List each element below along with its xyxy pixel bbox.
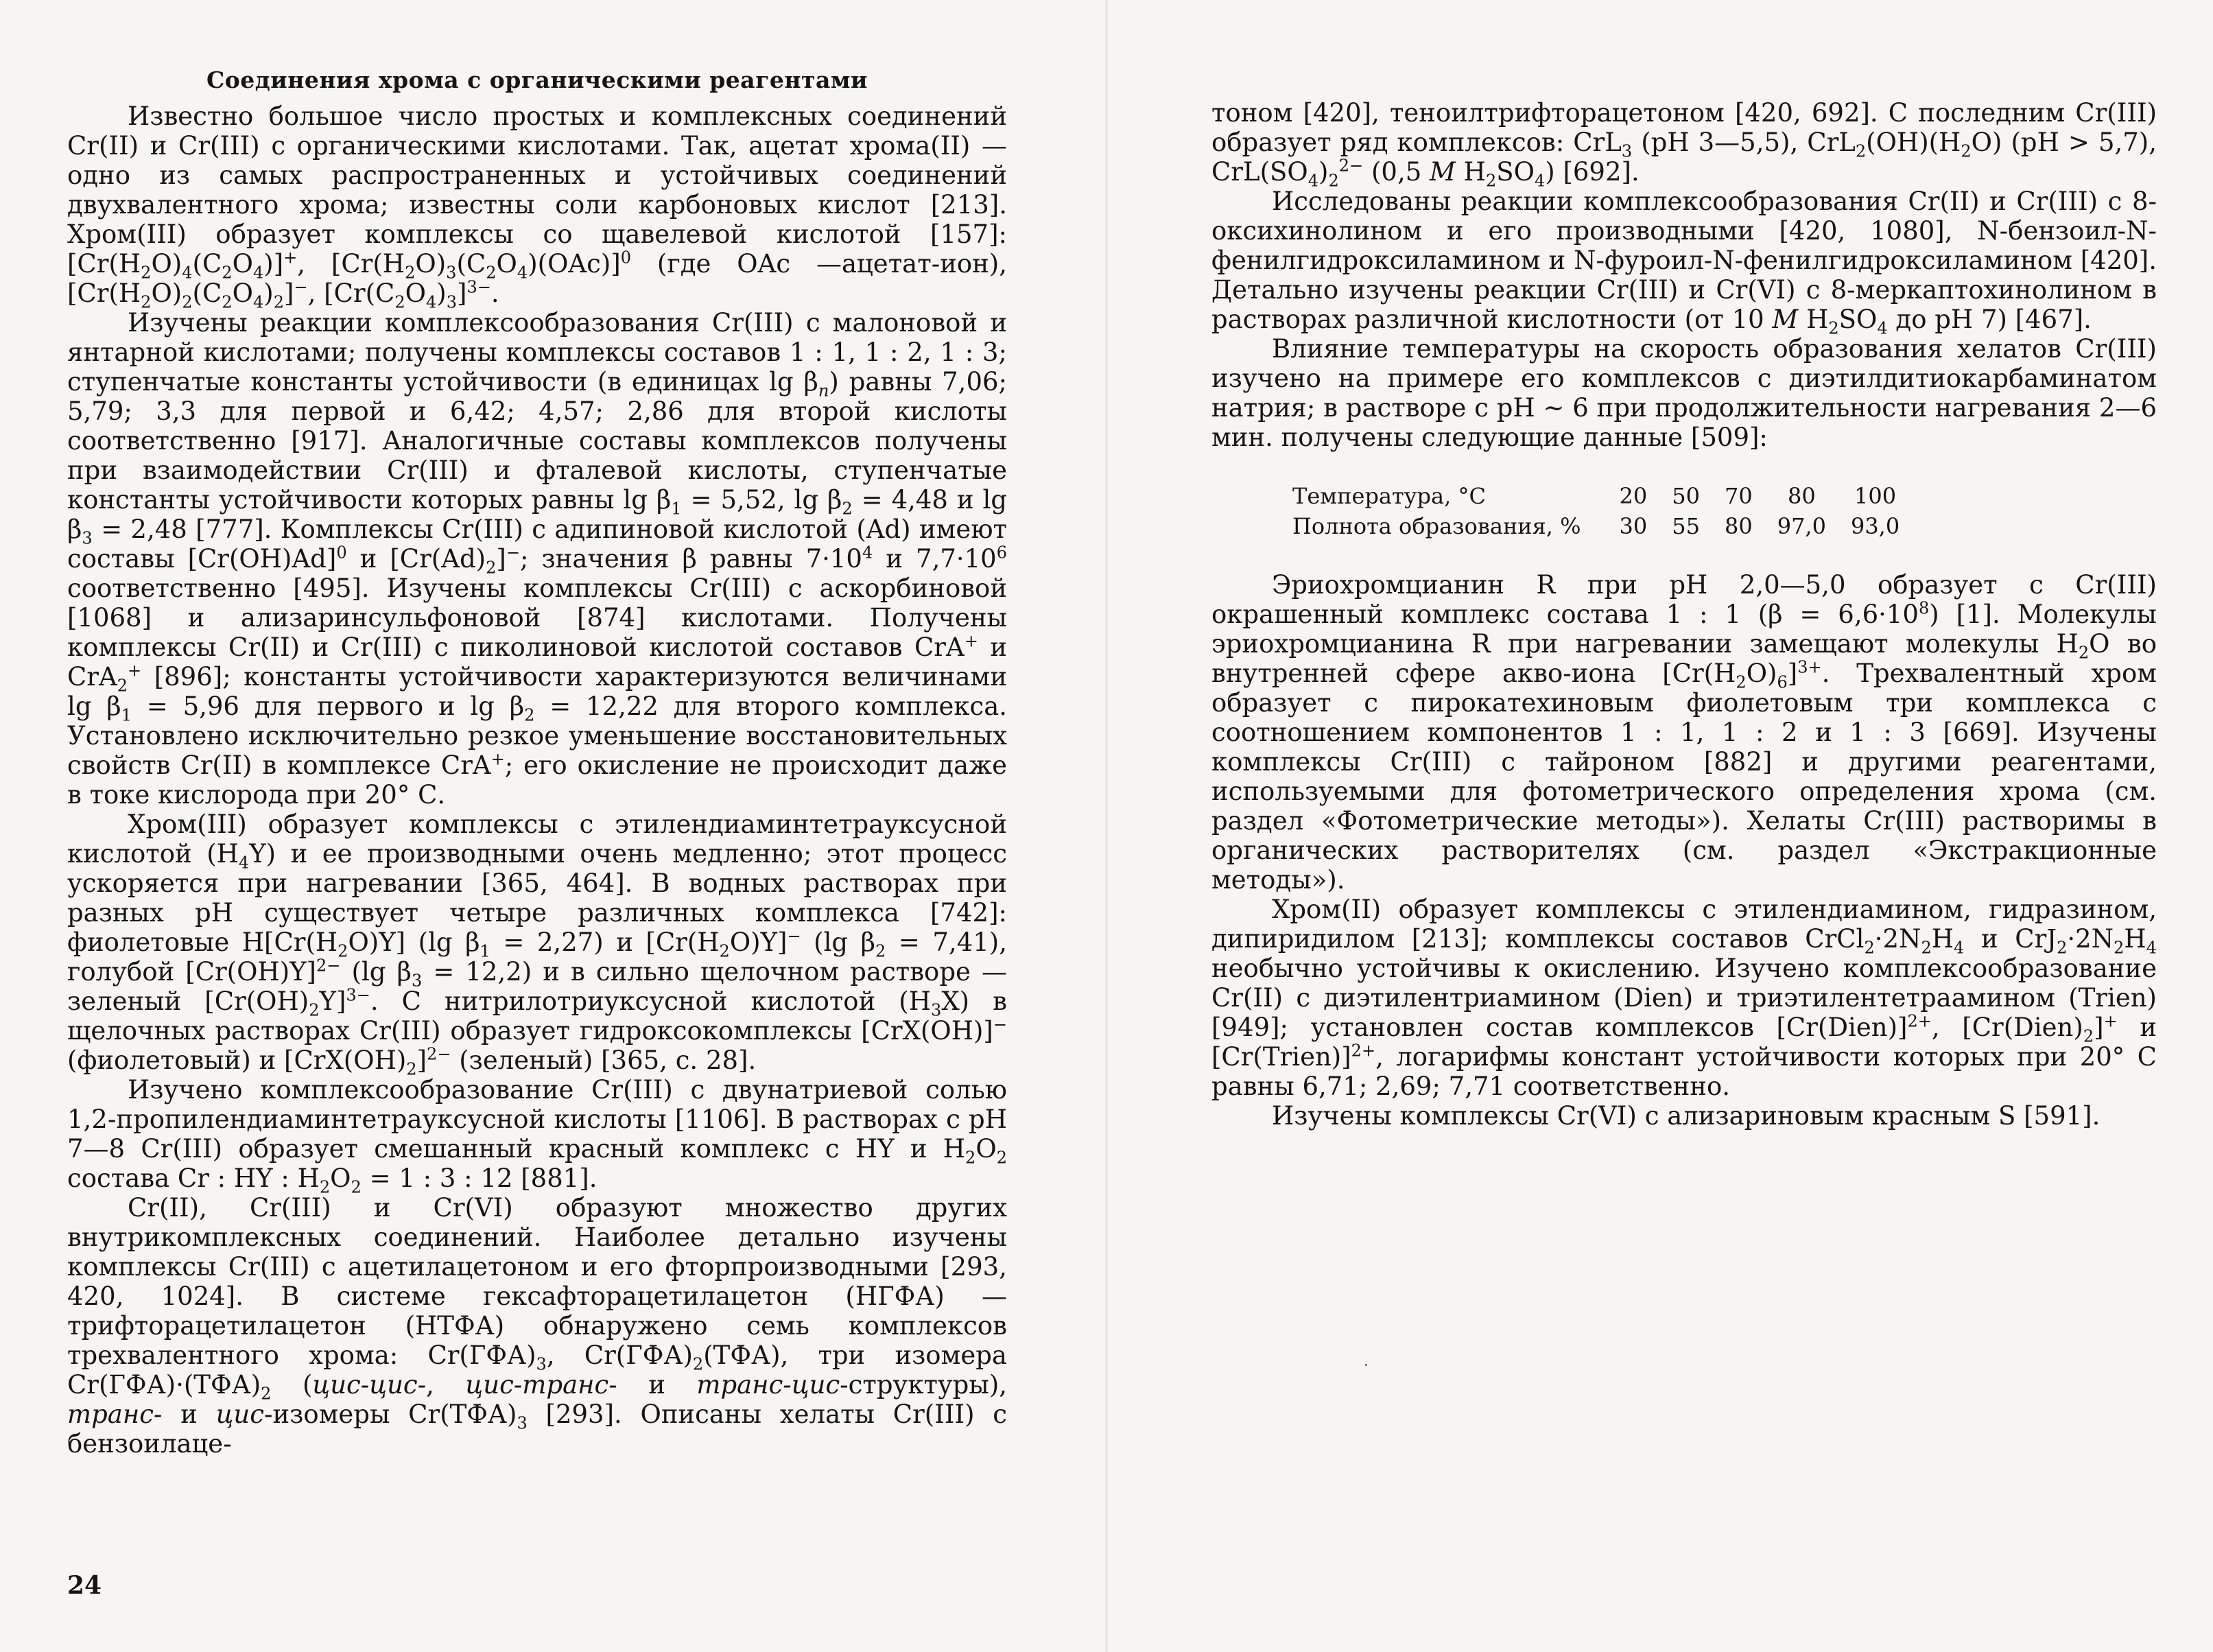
paragraph: Хром(III) образует комплексы с этилендиаминтетрауксусной кислотой $(H_4Y)$ и ее производными очень медленно; этот процесс ускоряется при нагревании [365, 464]. В водных растворах при разных pH существует четыре различных комплекса [742]: фиолетовые $H[Cr(H_2O)Y]$ (lg $\beta_1 = 2,27$) и $[Cr(H_2O)Y]^-$ (lg $\beta_2 = 7,41$), голубой $[Cr(OH)Y]^{2-}$ (lg $\beta_3 = 12,2$) и в сильно щелочном растворе — зеленый $[Cr(OH)_2Y]^{3-}$. С нитрилотриуксусной кислотой $(H_3X)$ в щелочных растворах Cr(III) образует гидроксокомплексы [CrX(OH)]− (фиолетовый) и $[CrX(OH)_2]^{2-}$ (зеленый) [365, с. 28]. <box>67 810 1007 1079</box>
table-cell: 50 <box>1672 483 1700 509</box>
left-page <box>0 0 1106 1652</box>
table-cell: 97,0 <box>1777 513 1826 539</box>
left-text-column <box>67 65 1007 1459</box>
paragraph: Хром(II) образует комплексы с этилендиамином, гидразином, дипиридилом [213]; комплексы составов $CrCl_2\cdot 2N_2H_4$ и $CrJ_2\cdot 2N_2H_4$ необычно устойчивы к окислению. Изучено комплексообразование Cr(II) с диэтилентриамином (Dien) и триэтилентетраамином (Trien) [949]; установлен состав комплексов [Cr(Dien)]$^{2+}$, $[Cr(Dien)_2]^+$ и [Cr(Trien)]$^{2+}$, логарифмы констант устойчивости которых при 20° С равны 6,71; 2,69; 7,71 соответственно. <box>1211 895 2157 1101</box>
table-cell: 70 <box>1724 483 1753 509</box>
table-cell: 80 <box>1724 513 1753 539</box>
paragraph: Изучено комплексообразование Cr(III) с двунатриевой солью 1,2-пропилендиаминтетрауксусной кислоты [1106]. В растворах с pH 7—8 Cr(III) образует смешанный красный комплекс с HY и $H_2O_2$ состава Cr : HY : $H_2O_2 = 1$ : 3 : 12 [881]. <box>67 1075 1007 1197</box>
table-label: Полнота образования, % <box>1292 513 1581 539</box>
print-speck <box>1365 1364 1367 1366</box>
table-row <box>1292 511 1912 541</box>
table-cell: 80 <box>1787 483 1816 509</box>
right-text-column <box>1211 98 2157 1131</box>
temperature-table <box>1292 481 1912 541</box>
section-heading: Соединения хрома с органическими реагентами <box>206 67 868 93</box>
right-page <box>1106 0 2213 1652</box>
table-cell: 100 <box>1854 483 1897 509</box>
table-cell: 20 <box>1619 483 1648 509</box>
table-label: Температура, °С <box>1292 483 1486 509</box>
page-number: 24 <box>67 1571 102 1600</box>
paragraph: Известно большое число простых и комплексных соединений Cr(II) и Cr(III) с органическими кислотами. Так, ацетат хрома(II) — одно из самых распространенных и устойчивых соединений двухвалентного хрома; известны соли карбоновых кислот [213]. Хром(III) образует комплексы со щавелевой кислотой [157]: $[Cr(H_2O)_4(C_2O_4)]^+$, $[Cr(H_2O)_3(C_2O_4)(OAc)]^0$ (где OAc —ацетат-ион), $[Cr(H_2O)_2(C_2O_4)_2]^-$, $[Cr(C_2O_4)_3]^{3-}$. <box>67 102 1007 312</box>
paragraph: тоном [420], теноилтрифторацетоном [420, 692]. С последним Cr(III) образует ряд комплексов: CrL$_3$ (pH 3—5,5), $CrL_2(OH)(H_2O) (pH > 5,7)$, $CrL(SO_4)_2^{2-}$ (0,5 M $H_2SO_4$) [692]. <box>1211 98 2157 191</box>
paragraph: Cr(II), Cr(III) и Cr(VI) образуют множество других внутрикомплексных соединений. Наиболее детально изучены комплексы Cr(III) с ацетилацетоном и его фторпроизводными [293, 420, 1024]. В системе гексафторацетилацетон (НГФА) — трифторацетилацетон (НТФА) обнаружено семь комплексов трехвалентного хрома: $Cr(ГФА)_3$, $Cr(ГФА)_2(ТФА)$, три изомера $Cr(ГФА)\cdot(ТФА)_2$ (цис-цис-, цис-транс- и транс-цис-структуры), транс- и цис-изомеры $Cr(ТФА)_3$ [293]. Описаны хелаты Cr(III) с бензоилаце- <box>67 1193 1008 1459</box>
table-cell: 30 <box>1619 513 1648 539</box>
paragraph: Изучены комплексы Cr(VI) с ализариновым красным S [591]. <box>1272 1101 2100 1131</box>
table-cell: 55 <box>1672 513 1700 539</box>
paragraph: Эриохромцианин R при pH 2,0—5,0 образует с Cr(III) окрашенный комплекс состава 1 : 1 $(\beta = 6,6\cdot 10^8)$ [1]. Молекулы эриохромцианина R при нагревании замещают молекулы $H_2O$ во внутренней сфере акво-иона $[Cr(H_2O)_6]^{3+}$. Трехвалентный хром образует с пирокатехиновым фиолетовым три комплекса с соотношением компонентов 1 : 1, 1 : 2 и 1 : 3 [669]. Изучены комплексы Cr(III) с тайроном [882] и другими реагентами, используемыми для фотометрического определения хрома (см. раздел «Фотометрические методы»). Хелаты Cr(III) растворимы в органических растворителях (см. раздел «Экстракционные методы»). <box>1211 570 2157 895</box>
paragraph: Изучены реакции комплексообразования Cr(III) с малоновой и янтарной кислотами; получены комплексы составов 1 : 1, 1 : 2, 1 : 3; ступенчатые константы устойчивости (в единицах $\lg \beta_n$) равны 7,06; 5,79; 3,3 для первой и 6,42; 4,57; 2,86 для второй кислоты соответственно [917]. Аналогичные составы комплексов получены при взаимодействии Cr(III) и фталевой кислоты, ступенчатые константы устойчивости которых равны $\lg \beta_1 = 5,52$, $\lg \beta_2 = 4,48$ и $\lg \beta_3 = 2,48$ [777]. Комплексы Cr(III) с адипиновой кислотой (Ad) имеют составы $[Cr(OH)Ad]^0$ и $[Cr(Ad)_2]^-$; значения β равны $7\cdot 10^4$ и $7,7\cdot 10^6$ соответственно [495]. Изучены комплексы Cr(III) с аскорбиновой [1068] и ализаринсульфоновой [874] кислотами. Получены комплексы Cr(II) и Cr(III) с пиколиновой кислотой составов CrA+ и CrA$_2$+ [896]; константы устойчивости характеризуются величинами $\lg \beta_1 = 5,96$ для первого и $\lg \beta_2 = 12,22$ для второго комплекса. Установлено исключительно резкое уменьшение восстановительных свойств Cr(II) в комплексе CrA+; его окисление не происходит даже в токе кислорода при 20° С. <box>67 308 1008 810</box>
paragraph: Влияние температуры на скорость образования хелатов Cr(III) изучено на примере его комплексов с диэтилдитиокарбаминатом натрия; в растворе с pH ~ 6 при продолжительности нагревания 2—6 мин. получены следующие данные [509]: <box>1211 334 2157 452</box>
table-row <box>1292 481 1912 511</box>
table-cell: 93,0 <box>1850 513 1900 539</box>
paragraph: Исследованы реакции комплексообразования Cr(II) и Cr(III) с 8-оксихинолином и его производными [420, 1080], N-бензоил-N-фенилгидроксиламином и N-фуроил-N-фенилгидроксиламином [420]. Детально изучены реакции Cr(III) и Cr(VI) с 8-меркаптохинолином в растворах различной кислотности (от 10 M $H_2SO_4$ до pH 7) [467]. <box>1211 187 2157 338</box>
